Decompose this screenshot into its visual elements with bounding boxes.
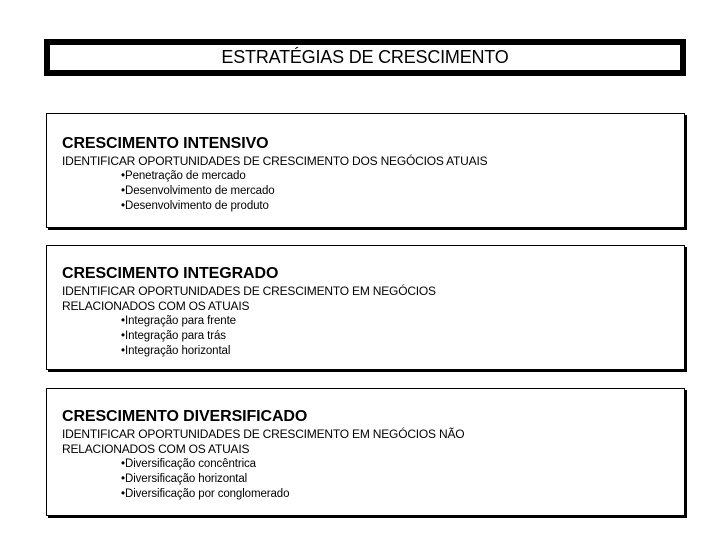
list-item — [121, 199, 684, 214]
section-description: IDENTIFICAR OPORTUNIDADES DE CRESCIMENTO DOS NEGÓCIOS ATUAIS — [62, 154, 488, 168]
list-item-label: Desenvolvimento de mercado — [125, 185, 275, 197]
list-item — [121, 184, 684, 199]
strategy-list — [62, 169, 684, 214]
section-heading: CRESCIMENTO INTENSIVO — [62, 135, 269, 152]
bullet-icon: • — [121, 170, 125, 182]
section-description: IDENTIFICAR OPORTUNIDADES DE CRESCIMENTO EM NEGÓCIOS RELACIONADOS COM OS ATUAIS — [62, 284, 436, 313]
bullet-icon: • — [121, 185, 125, 197]
bullet-icon: • — [121, 488, 125, 500]
list-item-label: Integração horizontal — [125, 345, 231, 357]
section-heading: CRESCIMENTO DIVERSIFICADO — [62, 408, 308, 425]
strategy-list — [62, 314, 684, 359]
bullet-icon: • — [121, 200, 125, 212]
bullet-icon: • — [121, 315, 125, 327]
list-item-label: Integração para trás — [125, 330, 226, 342]
list-item — [121, 329, 684, 344]
section-description: IDENTIFICAR OPORTUNIDADES DE CRESCIMENTO EM NEGÓCIOS NÃO RELACIONADOS COM OS ATUAIS — [62, 427, 465, 456]
section-diversificado — [46, 388, 685, 516]
list-item — [121, 314, 684, 329]
list-item-label: Diversificação por conglomerado — [125, 488, 290, 500]
title-frame — [44, 39, 686, 76]
section-integrado — [46, 245, 685, 370]
list-item — [121, 472, 684, 487]
page-title: ESTRATÉGIAS DE CRESCIMENTO — [49, 44, 681, 71]
list-item — [121, 487, 684, 502]
list-item-label: Diversificação concêntrica — [125, 458, 256, 470]
bullet-icon: • — [121, 458, 125, 470]
list-item — [121, 457, 684, 472]
list-item — [121, 169, 684, 184]
section-heading: CRESCIMENTO INTEGRADO — [62, 265, 279, 282]
bullet-icon: • — [121, 345, 125, 357]
section-intensivo — [46, 113, 685, 228]
list-item — [121, 344, 684, 359]
bullet-icon: • — [121, 473, 125, 485]
list-item-label: Penetração de mercado — [125, 170, 246, 182]
list-item-label: Desenvolvimento de produto — [125, 200, 269, 212]
bullet-icon: • — [121, 330, 125, 342]
strategy-list — [62, 457, 684, 502]
list-item-label: Diversificação horizontal — [125, 473, 248, 485]
list-item-label: Integração para frente — [125, 315, 236, 327]
